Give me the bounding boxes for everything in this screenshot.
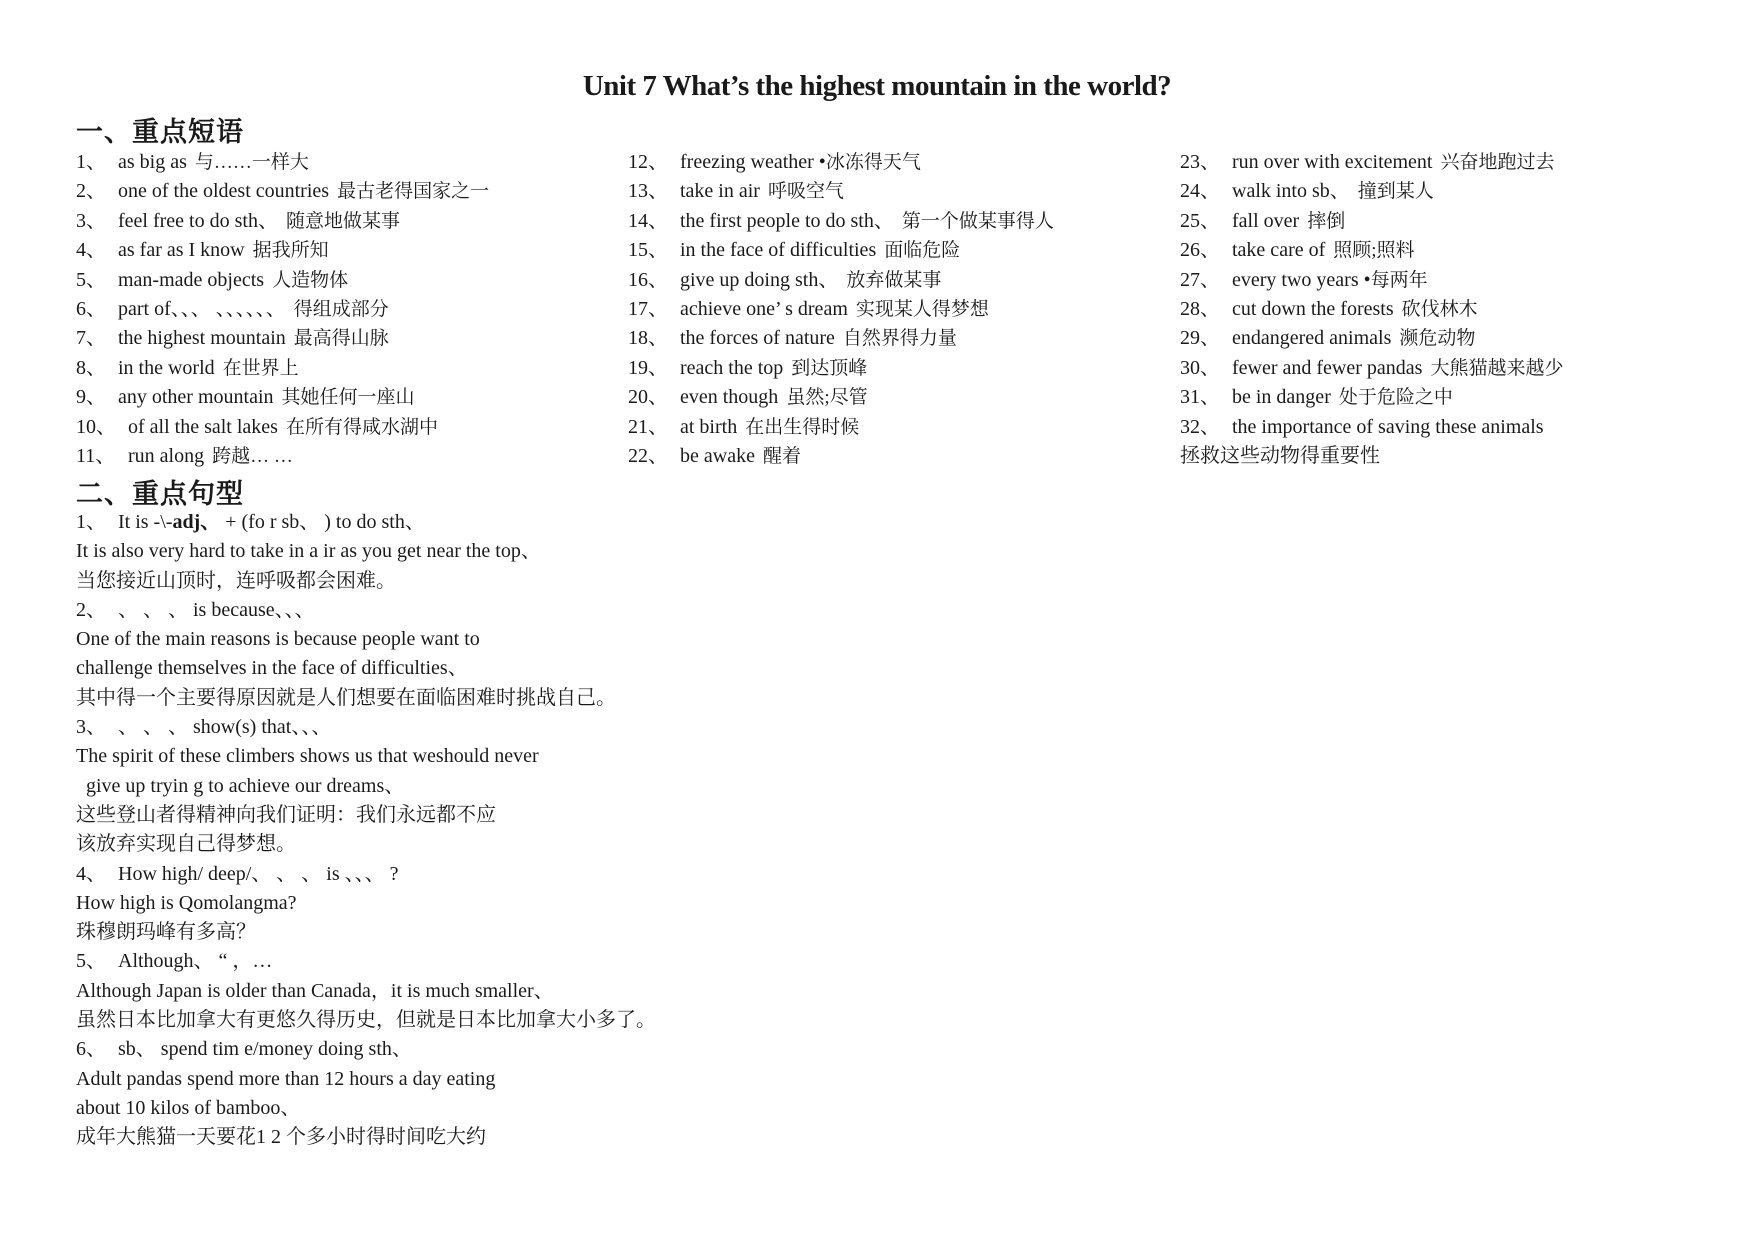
phrase-item: 27、 every two years •每两年 [1180, 268, 1428, 291]
pattern-heading: 3、 、 、 、 show(s) that、、、 [76, 716, 332, 739]
section-heading-patterns: 二、重点句型 [76, 479, 244, 510]
phrase-item: 20、 even though 虽然;尽管 [628, 386, 868, 409]
phrase-item: 12、 freezing weather •冰冻得天气 [628, 151, 921, 173]
phrase-item: 25、 fall over 摔倒 [1180, 209, 1346, 232]
pattern-example-en: about 10 kilos of bamboo、 [76, 1096, 301, 1119]
pattern-example-en: challenge themselves in the face of difficulties、 [76, 657, 468, 680]
phrase-item: 5、 man-made objects 人造物体 [76, 268, 349, 291]
phrase-item: 16、 give up doing sth、 放弃做某事 [628, 268, 942, 291]
phrase-item: 15、 in the face of difficulties 面临危险 [628, 239, 961, 262]
phrase-item: 17、 achieve one’ s dream 实现某人得梦想 [628, 297, 989, 320]
phrase-item-continuation: 拯救这些动物得重要性 [1180, 444, 1380, 467]
pattern-heading: 2、 、 、 、 is because、、、 [76, 598, 315, 621]
pattern-example-zh: 该放弃实现自己得梦想。 [76, 833, 296, 856]
phrases-column-3 [1180, 148, 1720, 471]
phrase-item: 6、 part of、、、 、、、、、、 得组成部分 [76, 297, 389, 320]
phrase-item: 14、 the first people to do sth、 第一个做某事得人 [628, 209, 1054, 232]
pattern-example-zh: 虽然日本比加拿大有更悠久得历史，但就是日本比加拿大小多了。 [76, 1009, 656, 1032]
phrase-item: 29、 endangered animals 濒危动物 [1180, 327, 1476, 350]
pattern-heading: 1、 It is -\-adj、 + (fo r sb、 ) to do sth、 [76, 511, 425, 533]
pattern-example-en: The spirit of these climbers shows us that weshould never [76, 745, 539, 768]
phrase-item: 28、 cut down the forests 砍伐林木 [1180, 297, 1478, 320]
pattern-example-en: One of the main reasons is because people want to [76, 628, 480, 651]
pattern-example-en: give up tryin g to achieve our dreams、 [76, 774, 405, 797]
pattern-example-en: How high is Qomolangma? [76, 891, 297, 914]
pattern-example-en: It is also very hard to take in a ir as you get near the top、 [76, 540, 541, 563]
phrase-item: 11、 run along 跨越… … [76, 444, 293, 467]
sentence-patterns [76, 508, 836, 1153]
phrase-item: 21、 at birth 在出生得时候 [628, 415, 860, 438]
phrase-item: 4、 as far as I know 据我所知 [76, 239, 329, 262]
phrase-item: 22、 be awake 醒着 [628, 444, 801, 467]
page-title: Unit 7 What’s the highest mountain in the world? [582, 70, 1172, 102]
pattern-heading: 4、 How high/ deep/、 、 、 is 、、、 ? [76, 862, 399, 885]
phrase-item: 1、 as big as 与……一样大 [76, 151, 309, 173]
phrase-item: 3、 feel free to do sth、 随意地做某事 [76, 209, 400, 232]
pattern-example-zh: 珠穆朗玛峰有多高？ [76, 921, 256, 944]
phrase-item: 24、 walk into sb、 撞到某人 [1180, 180, 1434, 203]
pattern-example-zh: 其中得一个主要得原因就是人们想要在面临困难时挑战自己。 [76, 686, 616, 709]
phrase-item: 32、 the importance of saving these animals [1180, 415, 1544, 438]
pattern-example-zh: 成年大熊猫一天要花1 2 个多小时得时间吃大约 [76, 1126, 486, 1149]
phrases-column-1 [76, 148, 616, 471]
phrase-item: 26、 take care of 照顾;照料 [1180, 239, 1415, 262]
phrase-item: 10、 of all the salt lakes 在所有得咸水湖中 [76, 415, 438, 438]
section-heading-phrases: 一、重点短语 [76, 117, 244, 148]
phrase-item: 18、 the forces of nature 自然界得力量 [628, 327, 957, 350]
phrase-item: 19、 reach the top 到达顶峰 [628, 356, 868, 379]
phrases-column-2 [628, 148, 1168, 471]
pattern-example-zh: 这些登山者得精神向我们证明：我们永远都不应 [76, 803, 496, 826]
pattern-heading: 5、 Although、 “ ，… [76, 950, 273, 973]
pattern-example-zh: 当您接近山顶时，连呼吸都会困难。 [76, 569, 396, 592]
pattern-example-en: Adult pandas spend more than 12 hours a day eating [76, 1067, 496, 1090]
pattern-heading: 6、 sb、 spend tim e/money doing sth、 [76, 1038, 412, 1061]
phrase-item: 2、 one of the oldest countries 最古老得国家之一 [76, 180, 490, 203]
phrase-item: 7、 the highest mountain 最高得山脉 [76, 327, 389, 350]
pattern-example-en: Although Japan is older than Canada，it is much smaller、 [76, 979, 554, 1002]
phrase-item: 23、 run over with excitement 兴奋地跑过去 [1180, 151, 1555, 173]
phrase-item: 8、 in the world 在世界上 [76, 356, 299, 379]
phrase-item: 13、 take in air 呼吸空气 [628, 180, 844, 203]
phrase-item: 9、 any other mountain 其她任何一座山 [76, 386, 415, 409]
phrase-item: 31、 be in danger 处于危险之中 [1180, 386, 1453, 409]
phrase-item: 30、 fewer and fewer pandas 大熊猫越来越少 [1180, 356, 1564, 379]
